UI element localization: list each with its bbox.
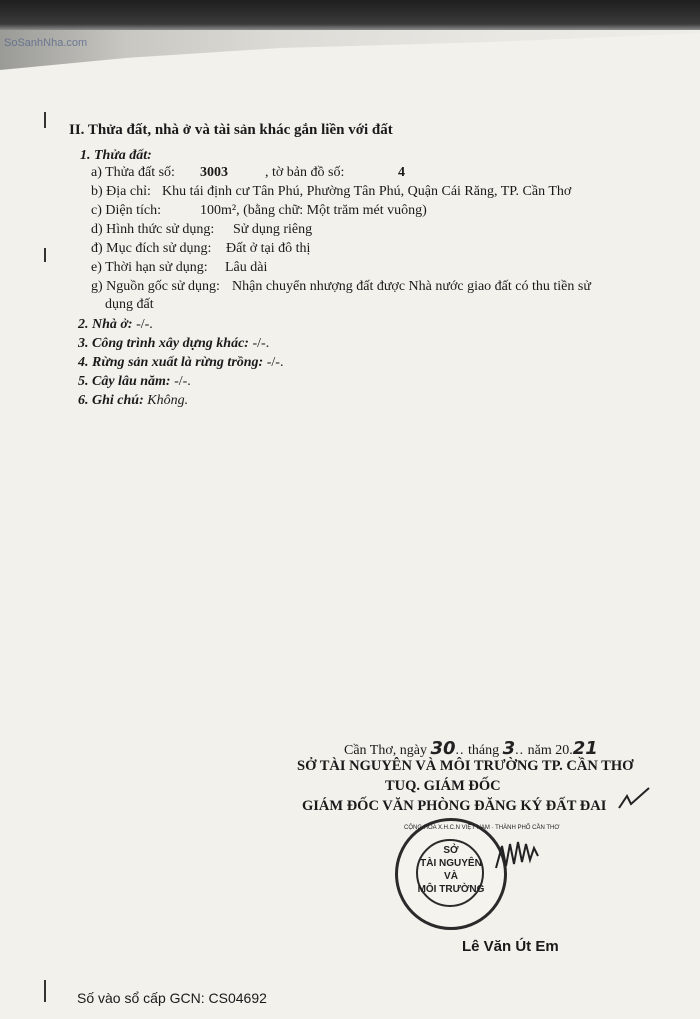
land-plot-heading: 1. Thửa đất:: [80, 148, 152, 163]
registry-value: CS04692: [208, 990, 267, 1006]
seal-text-line1: SỞ: [443, 845, 459, 856]
plot-number-value: 3003: [200, 165, 228, 180]
house-label: 2. Nhà ở:: [78, 317, 133, 332]
handwritten-tick: [617, 786, 653, 812]
other-construction-value: -/-.: [252, 336, 270, 351]
origin-label: g) Nguồn gốc sử dụng:: [91, 279, 220, 294]
perennial-trees-value: -/-.: [174, 374, 191, 389]
date-month: 3: [502, 738, 516, 759]
margin-mark: [44, 112, 46, 128]
margin-mark: [44, 980, 46, 1002]
area-value: 100m², (bằng chữ: Một trăm mét vuông): [200, 203, 427, 218]
margin-mark: [44, 248, 46, 262]
date-prefix: Cần Thơ, ngày: [344, 743, 427, 758]
date-year-label: năm 20.: [527, 743, 573, 758]
map-sheet-value: 4: [398, 165, 405, 180]
scan-top-edge: [0, 0, 700, 30]
origin-value-line1: Nhận chuyển nhượng đất được Nhà nước giao đất có thu tiền sử: [232, 279, 591, 294]
section-title: II. Thửa đất, nhà ở và tài sản khác gắn liền với đất: [69, 122, 393, 138]
signatory-position: GIÁM ĐỐC VĂN PHÒNG ĐĂNG KÝ ĐẤT ĐAI: [302, 798, 607, 814]
official-seal: [395, 818, 560, 930]
other-construction-label: 3. Công trình xây dựng khác:: [78, 336, 249, 351]
registry-label: Số vào sổ cấp GCN:: [77, 990, 205, 1006]
area-label: c) Diện tích:: [91, 203, 161, 218]
usage-purpose-value: Đất ở tại đô thị: [226, 241, 311, 256]
plot-number-label: a) Thửa đất số:: [91, 165, 175, 180]
usage-form-label: d) Hình thức sử dụng:: [91, 222, 215, 237]
origin-value-line2: dụng đất: [105, 297, 154, 312]
perennial-trees-label: 5. Cây lâu năm:: [78, 374, 171, 389]
date-month-label: tháng: [468, 743, 500, 758]
date-year-suffix: 21: [572, 738, 598, 759]
house-value: -/-.: [136, 317, 153, 332]
signature-scribble: [494, 838, 540, 878]
usage-term-value: Lâu dài: [225, 260, 268, 275]
notes-value: Không.: [147, 393, 189, 408]
scan-torn-edge: [0, 30, 700, 70]
address-label: b) Địa chỉ:: [91, 184, 151, 199]
seal-text-line2: TÀI NGUYÊN: [420, 858, 482, 869]
registry-number: [77, 990, 267, 1006]
usage-term-label: e) Thời hạn sử dụng:: [91, 260, 208, 275]
plantation-forest-value: -/-.: [266, 355, 284, 370]
seal-text-line4: MÔI TRƯỜNG: [417, 884, 485, 895]
tuq-director: TUQ. GIÁM ĐỐC: [385, 778, 501, 794]
notes-label: 6. Ghi chú:: [78, 393, 144, 408]
watermark: SoSanhNha.com: [4, 37, 88, 49]
seal-text-line3: VÀ: [444, 871, 458, 882]
issuing-organization: SỞ TÀI NGUYÊN VÀ MÔI TRƯỜNG TP. CẦN THƠ: [297, 758, 634, 774]
usage-purpose-label: đ) Mục đích sử dụng:: [91, 241, 212, 256]
date-day: 30: [430, 738, 456, 759]
usage-form-value: Sử dụng riêng: [233, 222, 313, 237]
map-sheet-label: , tờ bản đồ số:: [265, 165, 345, 180]
signatory-name: Lê Văn Út Em: [462, 938, 559, 955]
seal-ring-text: CỘNG HÒA X.H.C.N VIỆT NAM · THÀNH PHỐ CẦN THƠ: [404, 825, 560, 831]
address-value: Khu tái định cư Tân Phú, Phường Tân Phú, Quận Cái Răng, TP. Cần Thơ: [162, 184, 572, 199]
plantation-forest-label: 4. Rừng sản xuất là rừng trồng:: [78, 355, 264, 370]
date-line: Cần Thơ, ngày 30.. tháng 3.. năm 20.21: [344, 738, 598, 759]
